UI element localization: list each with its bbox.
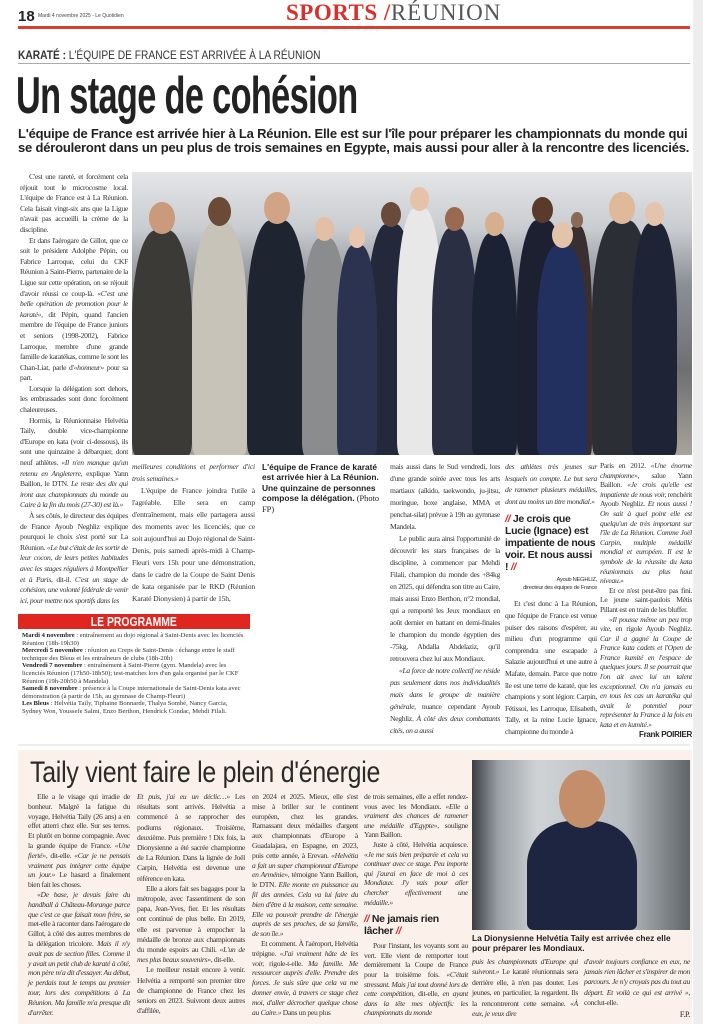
person-figure — [537, 222, 587, 455]
quoted-text: Ma famille. Me ressourcer auprès d'elle. Prendre des forces. Je suis sûre que cela va me donner envie, à travers ce stage chez moi, d'aller décrocher quelque chose au Caire.» — [252, 958, 358, 1017]
quoted-text: À côté des deux combattants cités, on a aussi — [390, 714, 500, 735]
paragraph — [600, 586, 692, 615]
article-column — [390, 461, 500, 737]
paragraph — [20, 416, 128, 511]
paragraph — [505, 598, 597, 737]
quote-text: Je crois que Lucie (Ignace) est impatiente de nous voir. Et nous aussi ! — [505, 513, 596, 574]
paragraph — [132, 461, 255, 485]
body-text: dit-il. — [52, 574, 75, 584]
quoted-text: puis les championnats d'Europe qui suivront.» — [472, 957, 578, 977]
photo-caption: La Dionysienne Helvétia Taily est arrivée chez elle pour préparer les Mondiaux. — [472, 933, 671, 954]
person-figure — [632, 202, 677, 455]
article-headline: Un stage de cohésion — [16, 67, 358, 125]
article-column — [600, 461, 692, 740]
body-text: Le public aura ainsi l'opportunité de découvrir les stars françaises de la discipline, à commencer par Mehdi Filali, champion du monde des +84kg en 2025, qui défendra son titre au Caire, mais aussi Enzo Berthon, n°2 mondial, qui a remporté les Jeux mondiaux en août dernier en battant en demi-finales le champion du monde égyptien des -75kg, Abdalla Abdelaziz, qu'il retrouvera chez lui aux Mondiaux. — [390, 534, 500, 663]
quote-role: directeur des équipes de France — [523, 584, 597, 591]
subsection-label: RÉUNION — [390, 0, 502, 25]
quoted-text: «Car je ne pensais vraiment pas intégrer cette équipe un jour.» — [28, 850, 130, 880]
paragraph — [28, 792, 130, 890]
paragraph — [20, 236, 128, 384]
body-text: Dans un peu plus — [281, 1007, 331, 1017]
person-figure — [527, 770, 637, 930]
body-text: Le hasard a finalement bien fait les choses. — [28, 870, 130, 890]
body-text: Juste à côté, Helvétia acquiesce. — [373, 839, 468, 849]
quote-attribution — [505, 577, 597, 592]
body-text: C'est une rareté, et forcément cela réjouit tout le microcosme local. L'équipe de France est à La Réunion. Cela faisait vingt-six ans que la Ligue n'avait pas accueilli la crème de la discipline. — [20, 172, 128, 234]
quoted-text: «Une énorme championne» — [600, 461, 693, 480]
body-text: Le meilleur restait encore à venir. Helvétia a remporté son premier titre de championne de France chez les seniors en 2023. Suivront deux autres d'affilée, — [137, 965, 245, 1016]
article-column — [132, 461, 255, 605]
body-text: , dit-elle. — [210, 955, 235, 965]
pull-quote — [364, 913, 468, 937]
kicker-topic: KARATÉ : — [18, 48, 66, 62]
programme-day: Mardi 4 novembre — [22, 632, 75, 639]
body-text: Elle a alors fait ses bagages pour la métropole, avec l'assentiment de son papa, Jean-Yves, fier. Et les résultats ont continué de plus belle. En 2019, elle est parvenue à empocher la médaille de bronze aux championnats du monde espoirs au Chili. — [137, 883, 245, 955]
article-column — [364, 792, 468, 1018]
paragraph — [364, 840, 468, 907]
quoted-text: «honneur» — [73, 362, 104, 372]
article-column — [584, 957, 690, 1020]
body-text: nuance cependant Ayoub Neghliz. — [390, 702, 500, 723]
photo-caption — [262, 462, 385, 515]
quoted-text: Le reste des dix qui iront aux championnats du monde au Caire à la fin du mois (27-30) est là.» — [20, 479, 128, 510]
body-text: Et ce n'est peut-être pas fini. Le jeune saint-paulois Métis Pillant est en train de les bluffer. — [600, 585, 692, 614]
paragraph — [252, 939, 358, 1017]
programme-item — [22, 685, 246, 700]
caption-text: L'équipe de France de karaté est arrivée hier à La Réunion. Une quinzaine de personnes compose la délégation. — [262, 462, 379, 503]
body-text: dit-elle, — [414, 989, 443, 999]
quote-mark-icon: // — [508, 561, 517, 574]
programme-detail: : présence à la Coupe internationale de Saint-Denis kata avec démonstration (à partir de 15h, au gymnase de Champ-Fleuri) — [22, 685, 241, 700]
body-text: de trois semaines, elle a effet rendez-vous avec les Mondiaux. — [364, 792, 468, 811]
body-text: Les résultats sont arrivés. Helvétia a commencé à se rapprocher des podiums régionaux. Troisième, deuxième. Puis première ! Dix fois, la Dionysienne a été sacrée championne de La Réunion. Dans la lignée de Joël Carpin, Helvétia est devenue une référence en kata. — [137, 792, 245, 883]
date-line: Mardi 4 novembre 2025 - Le Quotidien — [38, 13, 124, 19]
quoted-text: C'est un stage de cohésion, une volonté fédérale de venir ici, pour mettre nos sportifs dans les — [20, 574, 128, 605]
body-text: , témoigne Yann Baillon, le DTN. — [252, 870, 358, 890]
body-text: , conclut-elle. — [584, 987, 690, 1007]
quote-text: Ne jamais rien lâcher — [364, 913, 439, 938]
quoted-text: meilleures conditions et performer d'ici trois semaines.» — [132, 462, 255, 483]
body-text: en rigole Ayoub Neghliz. — [611, 624, 692, 634]
quoted-text: «J'ai vraiment hâte de les voir, — [252, 948, 358, 968]
section-divider — [18, 744, 690, 746]
person-figure — [337, 227, 377, 455]
article-column — [505, 461, 597, 738]
quoted-text: Mais il n'y avait pas de section filles. Comme il y avait un petit club de karaté à côté, mon père m'a dit d'essayer. Au début, je perdais tout le temps au premier tour, lors des compétitions à La Réunion. Ma famille m'a presque dit d'arrêter. — [28, 938, 130, 1017]
kicker-divider — [18, 63, 690, 64]
programme-day: Samedi 8 novembre — [22, 685, 78, 693]
body-text: Hormis, la Réunionnaise Helvétia Taily, double vice-championne d'Europe en kata (voir ci-dessous), ils sont une quinzaine à débarquer, dont neuf athlètes. — [20, 415, 128, 468]
programme-box — [18, 614, 250, 719]
body-text: Et comment. À l'aéroport, Helvétia trépigne. — [252, 938, 358, 958]
programme-detail: : réunion au Creps de Saint-Denis : échange entre le staff technique des Bleus et les entraîneurs de clubs (18h-20h) — [22, 647, 235, 662]
programme-day: Vendredi 7 novembre — [22, 662, 83, 670]
quoted-text: «Elle a vraiment des chances de ramener une médaille d'Egypte» — [364, 801, 469, 830]
header-divider — [18, 26, 690, 29]
paragraph — [390, 533, 500, 665]
paragraph — [137, 792, 245, 884]
body-text: mais aussi dans le Sud vendredi, lors d'une grande soirée avec tous les arts martiaux (aïkido, taekwondo, ju-jitsu, moringue, boxe anglaise, MMA et penchat-silat) prévue à 19h au gymnase Mandela. — [390, 462, 500, 531]
paragraph — [137, 884, 245, 966]
person-figure — [132, 202, 192, 455]
programme-item — [22, 632, 246, 647]
quoted-text: «Je me suis bien préparée et cela va continuer avec ce stage. Peu importe qui j'aurai en face de moi à ces Mondiaux. J'y vais pour aller chercher effectivement une médaille.» — [364, 849, 468, 907]
sidebar-article-headline: Taily vient faire le plein d'énergie — [30, 756, 381, 789]
page-edge — [693, 0, 703, 1024]
quote-mark-icon: // — [364, 913, 372, 926]
quote-author: Ayoub NEGHLIZ, — [556, 577, 597, 584]
quoted-text: «Il n'en manque qu'un retenu en Angleterre, — [20, 458, 128, 478]
quoted-text: «Il pousse même un peu trop vite, — [600, 614, 692, 634]
quoted-text: «De base, je devais faire du handball à Château-Morange parce que c'est ce que faisait mon frère, — [28, 889, 130, 919]
body-text: Lorsque la délégation sort dehors, les embrassades sont donc forcément chaleureuses. — [20, 383, 128, 415]
paragraph — [390, 665, 500, 737]
quoted-text: «Je crois qu'elle est impatiente de nous voir, — [600, 480, 692, 499]
team-group-photo — [132, 172, 692, 455]
quoted-text: Et puis, j'ai eu un déclic…» — [137, 792, 230, 801]
pull-quote — [505, 513, 597, 573]
programme-title: LE PROGRAMME — [18, 614, 250, 629]
body-text: , souligne Yann Baillon. — [364, 820, 468, 840]
paragraph — [20, 384, 128, 416]
helvetia-taily-portrait — [472, 760, 690, 930]
quoted-text: «L'un de mes plus beaux souvenirs» — [137, 945, 245, 965]
person-figure — [432, 207, 477, 455]
paragraph — [252, 792, 358, 939]
quoted-text: Elle monte en puissance au fil des années. Cela va lui faire du bien d'être à la maison, cette semaine. Elle va pouvoir prendre de l'énergie auprès de ses proches, de sa famille, de son île.» — [252, 880, 358, 939]
quoted-text: «Helvétia a fait un super championnat d'Europe en Arménie» — [252, 850, 358, 880]
kicker-text: L'ÉQUIPE DE FRANCE EST ARRIVÉE À LA RÉUNION — [65, 48, 321, 62]
paragraph — [364, 941, 468, 1018]
paragraph — [390, 461, 500, 533]
quoted-text: «C'est une belle opération de promotion pour le karaté» — [20, 288, 128, 319]
body-text: Paris en 2012. — [600, 461, 651, 470]
quoted-text: «Une fierté» — [28, 840, 130, 860]
programme-day: Les Bleus — [22, 700, 49, 708]
quoted-text: des athlètes très jeunes sur lesquels on compte. Le but sera de ramener plusieurs médailles, dont au moins un titre mondial.» — [505, 462, 597, 506]
body-text: Elle a le visage qui irradie de bonheur. Malgré la fatigue du voyage, Helvétia Taily (26 ans) a en effet atterri chez elle. Sur ses terres. Et plutôt en bonne compagnie. Avec la grande équipe de France. — [28, 792, 130, 850]
author-signature: F.P. — [679, 1010, 690, 1020]
article-column — [137, 792, 245, 1016]
person-figure — [247, 192, 307, 455]
programme-detail: : Helvétia Taily, Tiphaine Bonnarde, Thalya Sombé, Nancy Garcia, Sydney Won, Youssefe Salmi, Enzo Berthon, Hendrick Condac, Mehdi Filali. — [22, 700, 228, 715]
paragraph — [132, 485, 255, 605]
article-kicker — [18, 48, 321, 62]
programme-item — [22, 700, 246, 715]
programme-item — [22, 647, 246, 662]
body-text: L'équipe de France joindra l'utile à l'agréable. Elle sera en camp d'entraînement, mais elle partagera aussi des moments avec les licenciés, que ce soit aujourd'hui au Dojo régional de Saint-Denis, puis samedi après-midi à Champ-Fleuri vers 15h pour une démonstration, dans le cadre de la Coupe de Saint Denis de kata organisée par le RKD (Réunion Karaté Dionysien) à partir de 15h, — [132, 486, 255, 603]
article-standfirst — [18, 127, 690, 155]
quoted-text: en ayant dans la tête mes objectifs: les championnats du monde — [364, 989, 468, 1018]
programme-list — [18, 629, 250, 719]
article-column — [472, 957, 578, 1019]
body-text: , dit-elle. — [45, 850, 75, 860]
body-text: Et dans l'aérogare de Gillot, que ce soit le président Adolphe Pépin, ou Fabrice Larroque, celui du CKF Réunion à Saint-Pierre, partenaire de la Ligue sur cette opération, on se réjouit d'avoir réussi ce coup-là. — [20, 235, 128, 298]
photo-credit: (Photo FP) — [262, 493, 380, 515]
body-text: rigole-t-elle. — [263, 958, 309, 968]
body-text: pour sa part. — [20, 362, 128, 383]
person-figure — [192, 197, 247, 455]
body-text: Et c'est donc à La Réunion, que l'équipe de France est venue puiser des raisons d'espérer, au milieu d'un programme qui comprendra une escapade à Salazie aujourd'hui et une autre à Mafate, demain. Parce que notre île est une terre de karaté, que les champions y sont légion: Carpin, Fétissoi, les Larroque, Elisabeth, Tally, et la reine Lucie Ignace, championne du monde à — [505, 599, 597, 736]
quote-mark-icon: // — [393, 925, 401, 938]
standfirst-line: dans un peu plus de trois semaines en Egypte, mais aussi pour aller à la rencontre des licenciés. — [108, 140, 690, 155]
quote-mark-icon: // — [505, 513, 513, 526]
article-column — [20, 172, 128, 606]
programme-detail: : entraînement au dojo régional à Saint-Denis avec les licenciés Réunion (18h-19h30) — [22, 632, 244, 647]
body-text: explique Yann Baillon, le DTN. — [20, 468, 128, 489]
article-column — [252, 792, 358, 1017]
paragraph — [505, 461, 597, 507]
quoted-text: d'avoir toujours confiance en eux, ne jamais rien lâcher et s'inspirer de mon parcours. Je n'y croyais pas du tout au départ. Et voilà ce qui est arrivé » — [584, 957, 690, 997]
quoted-text: Et nous aussi ! On sait à quel point elle est quelqu'un de très important sur l'île de La Réunion. Comme Joël Carpin, multiple médaillé mondial et européen. Il est le symbole de la réussite du kata réunionnais au plus haut niveau.» — [600, 499, 692, 586]
quoted-text: «Le but c'était de les sortir de leur cocon, de leurs petites habitudes avec les stages réguliers à Montpellier et à Paris, — [20, 542, 128, 584]
section-rubric — [286, 0, 501, 26]
body-text: se met-elle à raconter dans l'aérogare de Gillot, à côté des autres membres de la délégation tricolore. — [28, 909, 131, 948]
paragraph — [28, 890, 130, 1017]
quoted-text: «À eux, je veux dire — [472, 998, 578, 1019]
paragraph — [20, 511, 128, 606]
body-text: Pour l'instant, les voyants sont au vert. Elle vient de remporter tout dernièrement la Coupe de France pour la troisième fois. — [364, 941, 468, 979]
author-signature: Frank POIRIER — [638, 729, 692, 739]
body-text: en 2024 et 2025. Mieux, elle s'est mise à briller sur le continent européen, chez les grandes. Ramassant deux médailles d'argent aux championnats d'Europe à Guadalajara, en Espagne, en 2023, puis cette année, à Erevan. — [252, 792, 358, 860]
paragraph — [20, 172, 128, 236]
paragraph — [600, 461, 692, 586]
quoted-text: «La force de notre collectif ne réside pas seulement dans nos individualités mais dans le groupe de manière générale, — [390, 666, 500, 711]
body-text: renchérit Ayoub Neghliz. — [600, 489, 692, 509]
body-text: , salue Yann Baillon. — [600, 470, 692, 490]
body-text: À ses côtés, le directeur des équipes de France Ayoub Neghliz explique pourquoi le choix s'est porté sur La Réunion. — [20, 511, 128, 552]
paragraph — [137, 965, 245, 1016]
paragraph — [472, 957, 578, 1019]
standfirst-line: L'équipe de France est arrivée hier à La Réunion. Elle est sur l'île pour préparer les championnats du monde qui se dérouleront — [18, 126, 688, 155]
quoted-text: Car il a gagné la Coupe de France kata cadets et l'Open de France kumité en l'espace de quelques jours. Il se pourrait que l'on ait avec lui un talent exceptionnel. On n'a jamais eu en tous les cas un karatéka qui avait le potentiel pour représenter la France à la fois en kata et en kumité.» — [600, 633, 692, 730]
body-text: , dit Pépin, quand l'ancien membre de l'équipe de France juniors et seniors (1998-2002), Fabrice Larroque, membre d'une grande famille de karatékas, comme le sont les Chan-Liat, parle d' — [20, 309, 128, 372]
paragraph — [600, 615, 692, 730]
programme-item — [22, 662, 246, 685]
programme-day: Mercredi 5 novembre — [22, 647, 83, 655]
section-label: SPORTS / — [286, 0, 391, 25]
body-text: Le karaté réunionnais sera derrière elle, à n'en pas douter. Les jeunes, en particulier, la regardent. Ils la rencontreront cette semaine. — [472, 967, 578, 1008]
article-column — [28, 792, 130, 1017]
paragraph — [584, 957, 690, 1008]
quoted-text: «C'était stressant. Mais j'ai tout donné lors de cette compétition, — [364, 969, 468, 999]
page-number: 18 — [18, 8, 35, 25]
paragraph — [364, 792, 468, 840]
person-figure — [472, 212, 517, 455]
programme-detail: : entraînement à Saint-Pierre (gym. Mandela) avec les licenciés Réunion (17h50-18h50); test-matches lors d'un gala organisé par le CKF Réunion (19h-20h50 à Mandela) — [22, 662, 239, 685]
